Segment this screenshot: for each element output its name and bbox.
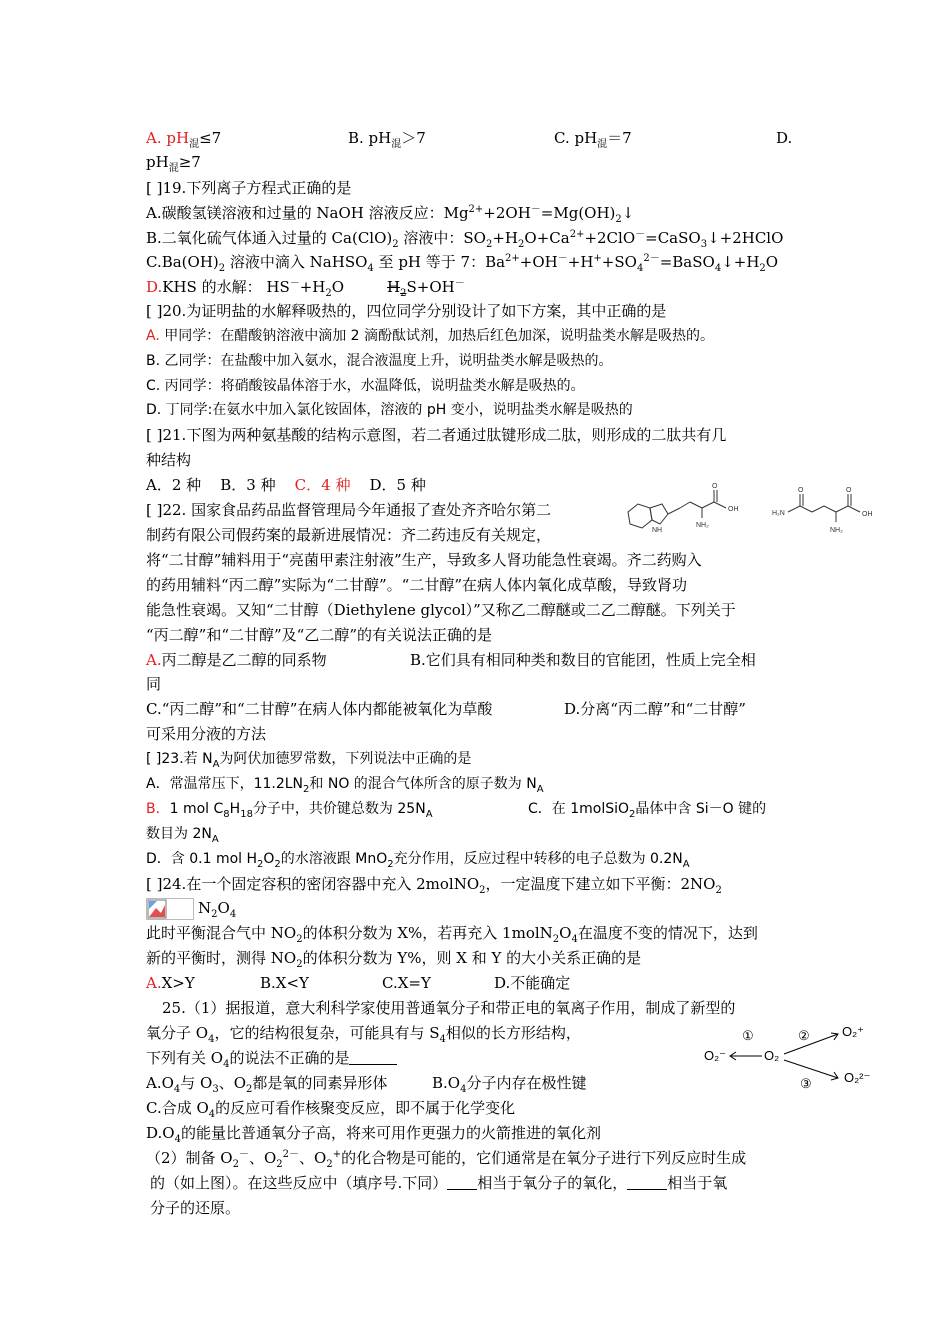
q22-option-c: C.“丙二醇”和“二甘醇”在病人体内都能被氧化为草酸: [146, 700, 493, 718]
q25-reduction-blank[interactable]: [627, 1175, 667, 1190]
q18-option-d-cont: $pH_混\ge 7$: [146, 153, 201, 174]
q22-option-b: B.它们具有相同种类和数目的官能团，性质上完全相: [410, 651, 756, 669]
mol-label-h2n: H₂N: [772, 510, 785, 517]
q22-line-1: [ ]22. 国家食品药品监督管理局今年通报了查处齐齐哈尔第二: [146, 501, 552, 519]
q20-stem: [ ]20.为证明盐的水解释吸热的，四位同学分别设计了如下方案，其中正确的是: [146, 302, 667, 320]
peroxide-label: O₂²⁻: [844, 1070, 871, 1085]
q22-line-5: 能急性衰竭。又知“二甘醇（Diethylene glycol）”又称乙二醇醚或二乙二醇醚。下列关于: [146, 601, 736, 619]
q18-option-b: B. $pH_混>7$: [348, 129, 426, 150]
superoxide-label: O₂⁻: [704, 1048, 727, 1063]
reaction-2-label: ②: [798, 1028, 810, 1043]
reaction-3-label: ③: [800, 1076, 812, 1091]
q24-option-c: C.X=Y: [382, 974, 431, 992]
q25-option-d: $D.O_4$的能量比普通氧分子高，将来可用作更强力的火箭推进的氧化剂: [146, 1124, 601, 1145]
q20-option-d: D. 丁同学:在氨水中加入氯化铵固体，溶液的 pH 变小，说明盐类水解是吸热的: [146, 402, 633, 418]
q22-line-6: “丙二醇”和“二甘醇”及“乙二醇”的有关说法正确的是: [146, 626, 493, 644]
q18-option-a: A. $pH_混\le 7$: [146, 129, 222, 150]
q25-line-1: 25.（1）据报道，意大利科学家使用普通氧分子和带正电的氧离子作用，制成了新型的: [162, 999, 736, 1017]
q22-option-d-cont: 可采用分液的方法: [146, 725, 267, 743]
oxygen-reaction-diagram: [700, 1016, 890, 1096]
q21-stem: [ ]21.下图为两种氨基酸的结构示意图，若二者通过肽键形成二肽，则形成的二肽共有几: [146, 426, 727, 444]
q25-part2-line-1: （2）制备 $O_2^-$、$O_2^{2-}$、$O_2^+$的化合物是可能的，它们通常是在氧分子进行下列反应时生成: [146, 1149, 747, 1170]
equilibrium-arrow-image: [146, 898, 194, 920]
q25-oxidation-blank[interactable]: [447, 1175, 477, 1190]
q23-option-c: C．在 1molSiO$_2$晶体中含 Si－O 键的: [528, 801, 767, 820]
mol-label-oh-b: OH: [862, 511, 873, 518]
q22-line-4: 的药用辅料“丙二醇”实际为“二甘醇”。“二甘醇”在病人体内氧化成草酸，导致肾功: [146, 576, 688, 594]
q22-option-b-cont: 同: [146, 675, 162, 693]
mol-label-oh-a: OH: [728, 506, 739, 513]
q18-option-c: C. $pH_混=7$: [554, 129, 632, 150]
q24-line-3: 此时平衡混合气中 $NO_2$的体积分数为 X%，若再充入 $1molN_2O_4$在温度不变的情况下，达到: [146, 924, 758, 945]
q24-line-4: 新的平衡时，测得 $NO_2$的体积分数为 Y%，则 X 和 Y 的大小关系正确的是: [146, 949, 642, 970]
amino-acid-structures: [622, 482, 892, 542]
q23-stem: [ ]23.若 $N_A$为阿伏加德罗常数，下列说法中正确的是: [146, 751, 472, 770]
reaction-1-label: ①: [742, 1028, 754, 1043]
q19-option-d: D.KHS 的水解： $HS^-+H_2O$ $H_2S+OH^-$: [146, 278, 465, 299]
q25-line-2: 氧分子 $O_4$，它的结构很复杂，可能具有与 $S_4$相似的长方形结构，: [146, 1024, 581, 1045]
q22-option-d: D.分离“丙二醇”和“二甘醇”: [564, 700, 746, 718]
q19-option-c: $C.Ba(OH)_2$ 溶液中滴入 NaHSO$_4$ 至 pH 等于 7：$Ba^{2+}+OH^-+H^++SO_4^{2-}=BaSO_4↓+H_2O$: [146, 253, 779, 274]
mol-label-nh2-a: NH₂: [696, 522, 709, 529]
mol-label-nh2-b: NH₂: [830, 527, 843, 534]
broken-image-icon: [147, 899, 167, 919]
q25-part2-line-2: 的（如上图）。在这些反应中（填序号.下同） 相当于氧分子的氧化， 相当于氧: [150, 1174, 728, 1192]
q24-option-b: B.X<Y: [260, 974, 309, 992]
mol-label-o-a: O: [712, 483, 718, 490]
q22-line-3: 将“二甘醇”辅料用于“亮菌甲素注射液”生产，导致多人肾功能急性衰竭。齐二药购入: [146, 551, 702, 569]
q20-option-c: C. 丙同学：将硝酸铵晶体溶于水，水温降低，说明盐类水解是吸热的。: [146, 378, 585, 394]
dioxygen-label: O₂: [764, 1048, 780, 1063]
q22-line-2: 制药有限公司假药案的最新进展情况：齐二药违反有关规定，: [146, 526, 552, 544]
q23-option-b: B．1 mol $C_8H_{18}$分子中，共价键总数为 $25N_A$: [146, 801, 433, 820]
q20-option-a: A. 甲同学：在醋酸钠溶液中滴加 2 滴酚酞试剂，加热后红色加深，说明盐类水解是吸热的。: [146, 328, 715, 344]
q21-stem-cont: 种结构: [146, 451, 192, 469]
q23-option-d: D．含 0.1 mol $H_2O_2$的水溶液跟 MnO$_2$充分作用，反应过程中转移的电子总数为 $0.2N_A$: [146, 851, 690, 870]
q20-option-b: B. 乙同学：在盐酸中加入氨水，混合液温度上升，说明盐类水解是吸热的。: [146, 353, 613, 369]
q18-option-d: D.: [776, 129, 793, 147]
q19-option-b: B.二氧化硫气体通入过量的 $Ca(ClO)_2$ 溶液中：$SO_2+H_2O+Ca^{2+}+2ClO^-=CaSO_3↓+2HClO$: [146, 229, 784, 250]
mol-label-o-b2: O: [846, 487, 852, 494]
q25-option-b: $B.O_4$分子内存在极性键: [432, 1074, 587, 1095]
q19-option-a: A.碳酸氢镁溶液和过量的 NaOH 溶液反应：$Mg^{2+}+2OH^-=Mg(OH)_2↓$: [146, 204, 635, 225]
q23-option-c-cont: 数目为 $2N_A$: [146, 826, 219, 845]
q22-option-a: A.丙二醇是乙二醇的同系物: [146, 651, 327, 669]
q24-options: A.X>Y: [146, 974, 195, 992]
q25-option-a: $A.O_4$与 $O_3$、$O_2$都是氧的同素异形体: [146, 1074, 388, 1095]
q24-stem: [ ]24.在一个固定容积的密闭容器中充入 2molNO$_2$，一定温度下建立如下平衡：$2NO_2$: [146, 875, 722, 896]
q19-stem: [ ]19.下列离子方程式正确的是: [146, 179, 352, 197]
q23-option-a: A．常温常压下，$11.2LN_2$和 NO 的混合气体所含的原子数为 $N_A$: [146, 776, 544, 795]
q25-part2-line-3: 分子的还原。: [150, 1199, 241, 1217]
dioxygenyl-label: O₂⁺: [842, 1024, 865, 1039]
q25-answer-blank[interactable]: [349, 1050, 397, 1065]
q24-equation-product: $N_2O_4$: [198, 899, 237, 920]
q24-option-d: D.不能确定: [494, 974, 571, 992]
q21-options: A．2 种 B．3 种 C．4 种 D．5 种: [146, 476, 426, 494]
mol-label-o-b1: O: [798, 487, 804, 494]
q25-option-c: C.合成 $O_4$的反应可看作核聚变反应，即不属于化学变化: [146, 1099, 516, 1120]
mol-label-nh: NH: [652, 527, 663, 534]
q25-line-3: 下列有关 $O_4$的说法不正确的是: [146, 1048, 397, 1068]
